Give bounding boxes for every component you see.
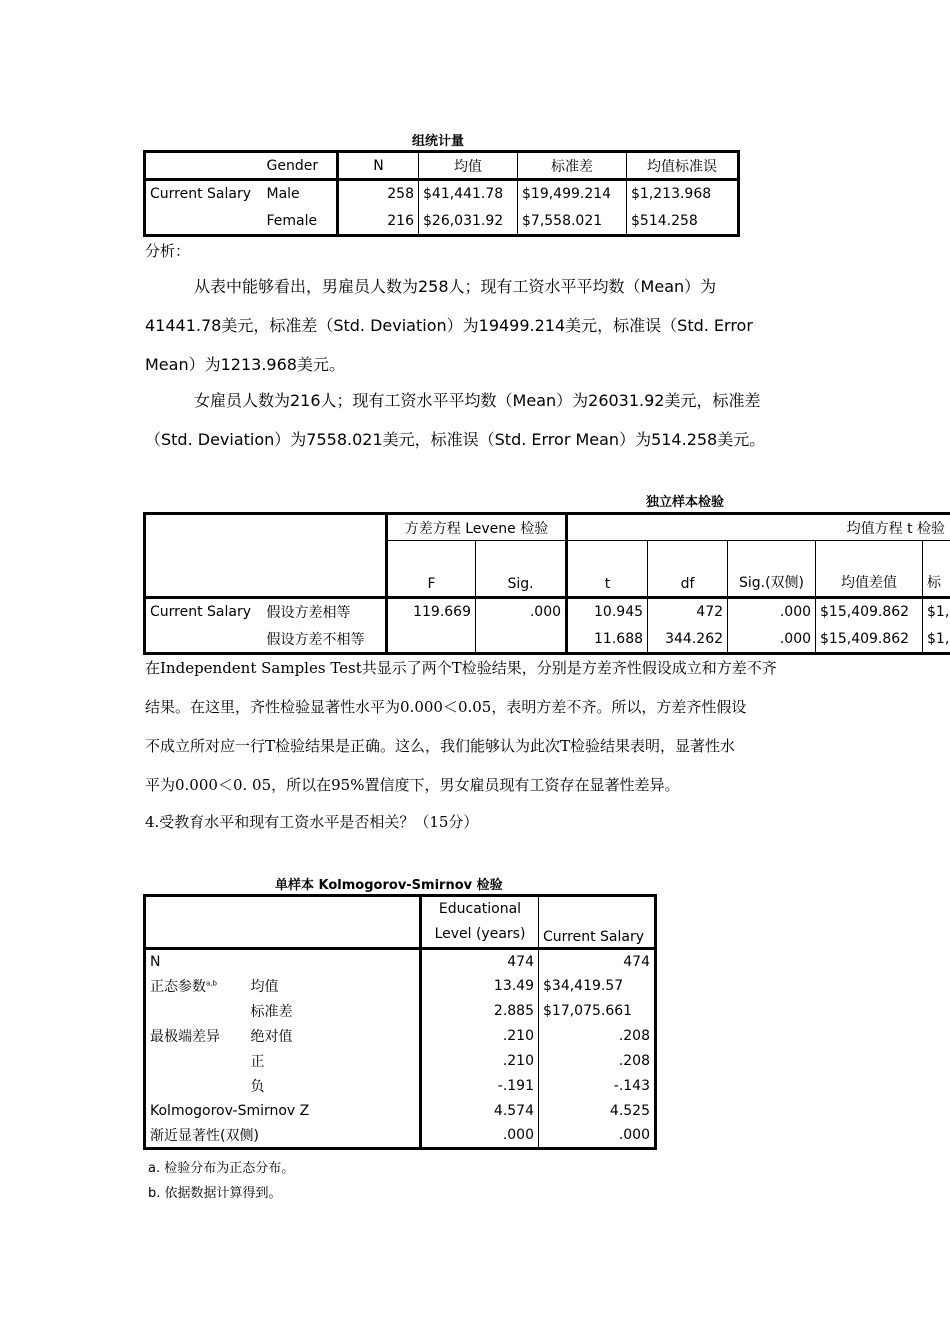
footnote-a: a. 检验分布为正态分布。 <box>148 1161 295 1176</box>
stat-group-empty <box>145 1074 247 1099</box>
stat-group-label: 最极端差异 <box>150 1029 220 1045</box>
table-row <box>145 598 950 626</box>
educ-value: 4.574 <box>421 1099 539 1124</box>
assumption-label: 假设方差不相等 <box>263 626 387 654</box>
header-n: N <box>338 152 419 180</box>
analysis-line: 从表中能够看出，男雇员人数为258人；现有工资水平平均数（Mean）为 <box>194 277 717 296</box>
educ-value: .210 <box>421 1049 539 1074</box>
mean-cell: $41,441.78 <box>419 180 518 208</box>
levene-header: 方差方程 Levene 检验 <box>387 514 567 541</box>
stat-label: 正 <box>247 1049 421 1074</box>
table-row <box>145 999 656 1024</box>
header-sig: Sig. <box>476 541 567 598</box>
stat-label: 负 <box>247 1074 421 1099</box>
ind-test-title: 独立样本检验 <box>646 495 725 510</box>
row-label-empty <box>145 626 263 654</box>
stat-group-empty <box>145 999 247 1024</box>
footnote-ref: a,b <box>206 979 217 988</box>
conclusion-line: 不成立所对应一行T检验结果是正确。这么，我们能够认为此次T检验结果表明，显著性水 <box>145 737 736 755</box>
truncated-cell: $1, <box>927 630 950 647</box>
stat-label: 渐近显著性(双侧) <box>145 1124 421 1149</box>
header-f: F <box>387 541 476 598</box>
header-df: df <box>648 541 728 598</box>
educ-value: 2.885 <box>421 999 539 1024</box>
row-label: Current Salary <box>150 186 252 203</box>
header-line: Educational <box>438 901 522 917</box>
df-cell: 472 <box>648 598 728 626</box>
header-t: t <box>567 541 648 598</box>
group-stats-title: 组统计量 <box>412 134 465 149</box>
header-sig-two-tailed: Sig.(双侧) <box>728 541 816 598</box>
sig2-cell: .000 <box>728 626 816 654</box>
educ-value: .210 <box>421 1024 539 1049</box>
stat-label: 标准差 <box>247 999 421 1024</box>
header-sd: 标准差 <box>518 152 627 180</box>
t-cell: 10.945 <box>567 598 648 626</box>
assumption-label: 假设方差相等 <box>263 598 387 626</box>
salary-value: .000 <box>618 1127 650 1144</box>
ks-test-title: 单样本 Kolmogorov-Smirnov 检验 <box>275 878 503 893</box>
stat-group-empty <box>145 1049 247 1074</box>
ttest-header: 均值方程 t 检验 <box>567 514 950 541</box>
header-mean: 均值 <box>419 152 518 180</box>
footnote-b: b. 依据数据计算得到。 <box>148 1186 282 1201</box>
conclusion-line: 在Independent Samples Test共显示了两个T检验结果，分别是方差齐性假设成立和方差不齐 <box>145 659 777 677</box>
question-line: 4.受教育水平和现有工资水平是否相关？（15分） <box>145 813 479 831</box>
ind-test-group-header-row <box>145 514 950 541</box>
stat-label: Kolmogorov-Smirnov Z <box>145 1099 421 1124</box>
sig-cell: .000 <box>476 598 567 626</box>
conclusion-line: 结果。在这里，齐性检验显著性水平为0.000＜0.05，表明方差不齐。所以，方差齐性假设 <box>145 698 747 716</box>
n-cell: 216 <box>338 208 419 236</box>
se-cell: $1,213.968 <box>631 186 712 203</box>
row-label: Current Salary <box>150 604 252 621</box>
educ-value: -.191 <box>421 1074 539 1099</box>
salary-value: .208 <box>618 1028 650 1044</box>
sd-cell: $19,499.214 <box>518 180 627 208</box>
gender-cell: Male <box>263 180 338 208</box>
analysis-label: 分析： <box>145 242 191 260</box>
header-truncated: 标 <box>923 541 950 598</box>
salary-value: 474 <box>623 953 650 970</box>
header-educational-level <box>421 896 539 949</box>
header-empty <box>145 514 387 598</box>
ind-test-table <box>143 512 950 655</box>
sd-cell: $7,558.021 <box>518 208 627 236</box>
sig-cell <box>476 626 567 654</box>
truncated-cell: $1, <box>927 604 950 621</box>
conclusion-line: 平为0.000＜0. 05，所以在95%置信度下，男女雇员现有工资存在显著性差异。 <box>145 776 680 794</box>
educ-value: 13.49 <box>421 974 539 999</box>
stat-label: N <box>145 949 421 974</box>
header-se: 均值标准误 <box>627 152 739 180</box>
mean-cell: $26,031.92 <box>419 208 518 236</box>
analysis-line: Mean）为1213.968美元。 <box>145 355 345 374</box>
f-cell: 119.669 <box>387 598 476 626</box>
df-cell: 344.262 <box>648 626 728 654</box>
header-mean-diff: 均值差值 <box>816 541 923 598</box>
educ-value: 474 <box>421 949 539 974</box>
stat-group-label <box>145 974 247 999</box>
header-gender: Gender <box>263 152 338 180</box>
table-row <box>145 949 656 974</box>
salary-value: .208 <box>618 1053 650 1069</box>
se-cell: $514.258 <box>631 212 698 229</box>
table-row <box>145 1074 656 1099</box>
table-row <box>145 1049 656 1074</box>
header-line: Level (years) <box>434 926 526 942</box>
stat-label: 绝对值 <box>247 1024 421 1049</box>
salary-value: $34,419.57 <box>543 978 624 994</box>
analysis-line: 女雇员人数为216人；现有工资水平平均数（Mean）为26031.92美元，标准差 <box>194 391 761 410</box>
group-label-text: 正态参数 <box>150 979 206 995</box>
ks-test-header-row <box>145 896 656 949</box>
mean-diff-cell: $15,409.862 <box>816 598 923 626</box>
table-row <box>145 1099 656 1124</box>
ks-test-table <box>143 894 657 1150</box>
t-cell: 11.688 <box>567 626 648 654</box>
f-cell <box>387 626 476 654</box>
table-row <box>145 974 656 999</box>
n-cell: 258 <box>338 180 419 208</box>
salary-value: $17,075.661 <box>543 1003 633 1019</box>
table-row <box>145 1124 656 1149</box>
stat-label: 均值 <box>247 974 421 999</box>
header-empty <box>145 896 421 949</box>
analysis-line: （Std. Deviation）为7558.021美元，标准误（Std. Error Mean）为514.258美元。 <box>145 430 766 449</box>
header-current-salary: Current Salary <box>539 896 656 949</box>
analysis-line: 41441.78美元，标准差（Std. Deviation）为19499.214美元，标准误（Std. Error <box>145 316 753 335</box>
educ-value: .000 <box>421 1124 539 1149</box>
table-row <box>145 626 950 654</box>
salary-value: -.143 <box>613 1078 650 1094</box>
gender-cell: Female <box>263 208 338 236</box>
table-row <box>145 1024 656 1049</box>
mean-diff-cell: $15,409.862 <box>816 626 923 654</box>
salary-value: 4.525 <box>609 1103 650 1119</box>
sig2-cell: .000 <box>728 598 816 626</box>
